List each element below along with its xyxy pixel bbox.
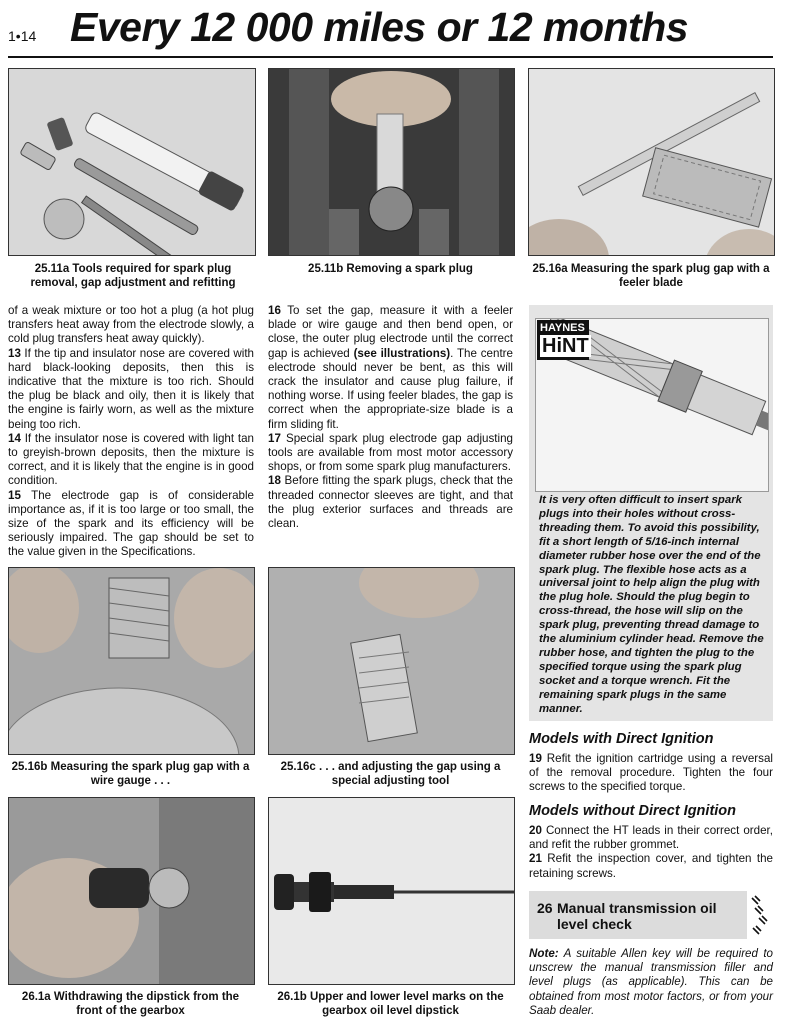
caption-25-16c: 25.16c . . . and adjusting the gap using a special adjusting tool [280, 761, 501, 787]
paragraphs-20-21 [529, 824, 773, 881]
paragraph-15: 15 The electrode gap is of considerable importance as, if it is too large or too small, the size of the spark and its efficiency will be seriously impaired. The gap should be set to the value given in the Specifications. [8, 488, 255, 559]
paragraph-13: 13 If the tip and insulator nose are covered with hard black-looking deposits, then this is indicative that the mixture is too rich. Should the plug be black and oily, then it is likely that the engine is fairly worn, as well as the mixture being too rich. [8, 346, 254, 431]
paragraph-14: 14 If the insulator nose is covered with light tan to greyish-brown deposits, then the mixture is correct, and it is likely that the engine is in good condition. [8, 431, 254, 488]
body-column-2 [268, 304, 513, 531]
body-column-1 [8, 304, 254, 560]
paragraph-18: 18 Before fitting the spark plugs, check that the threaded connector sleeves are tight, and that the plug exterior surfaces and threads are clean. [268, 474, 513, 531]
paragraph-21: 21 Refit the inspection cover, and tighten the retaining screws. [529, 852, 773, 880]
paragraph-16: 16 To set the gap, measure it with a feeler blade or wire gauge and then bend open, or close, the outer plug electrode until the correct gap is achieved (see illustrations). The centre electrode should never be bent, as this will crack the insulator and cause plug failure, if nothing worse. If using feeler blades, the gap is correct when the appropriate-size blade is a firm sliding fit. [268, 304, 513, 431]
caption-25-16b: 25.16b Measuring the spark plug gap with a wire gauge . . . [11, 761, 250, 787]
paragraph-17: 17 Special spark plug electrode gap adjusting tools are available from most motor accessory shops, or from some spark plug manufacturers. [268, 431, 513, 474]
caption-25-11b: 25.11b Removing a spark plug [308, 263, 473, 275]
caption-25-16a: 25.16a Measuring the spark plug gap with a feeler blade [532, 263, 770, 289]
photo-tools [8, 68, 256, 256]
caption-26-1a: 26.1a Withdrawing the dipstick from the front of the gearbox [21, 991, 240, 1017]
section-number: 26 [537, 900, 553, 916]
photo-removing-plug [268, 68, 515, 256]
photo-withdrawing-dipstick [8, 797, 255, 985]
paragraph-20: 20 Connect the HT leads in their correct order, and refit the rubber grommet. [529, 824, 773, 852]
page-title: Every 12 000 miles or 12 months [70, 4, 689, 50]
paragraph-19: 19 Refit the ignition cartridge using a reversal of the removal procedure. Tighten the four screws to the specified torque. [529, 752, 773, 794]
page-number: 1•14 [8, 28, 37, 44]
photo-wire-gauge [8, 567, 255, 755]
photo-adjusting-tool [268, 567, 515, 755]
section-title: Manual transmission oil level check [557, 900, 717, 932]
hint-text: It is very often difficult to insert spark plugs into their holes without cross-threading them. To avoid this possibility, fit a short length of 5/16-inch internal diameter rubber hose over the end of the spark plug. The flexible hose acts as a universal joint to help align the plug with the plug hole. Should the plug begin to cross-thread, the hose will slip on the spark plug, preventing thread damage to the aluminium cylinder head. Remove the rubber hose, and tighten the plug to the specified torque using the spark plug socket and a torque wrench. Fit the remaining spark plugs in the same manner. [539, 494, 764, 715]
heading-direct-ignition: Models with Direct Ignition [529, 731, 714, 747]
paragraph-intro: of a weak mixture or too hot a plug (a hot plug transfers heat away from the electrode slowly, a cold plug transfers heat away quickly). [8, 304, 254, 346]
caption-26-1b: 26.1b Upper and lower level marks on the gearbox oil level dipstick [277, 991, 504, 1017]
photo-dipstick-marks [268, 797, 515, 985]
spanner-icon [749, 894, 771, 936]
haynes-hint-badge [537, 320, 589, 360]
badge-bottom-text: HiNT [542, 335, 589, 357]
photo-feeler-blade [528, 68, 775, 256]
caption-25-11a: 25.11a Tools required for spark plug removal, gap adjustment and refitting [30, 263, 236, 289]
note-paragraph: Note: A suitable Allen key will be required to unscrew the manual transmission filler and level plugs (as applicable). This can be obtained from most motor factors, or from your Saab dealer. [529, 947, 773, 1017]
title-rule [8, 56, 773, 58]
badge-top-text: HAYNES [540, 322, 585, 334]
heading-without-direct-ignition: Models without Direct Ignition [529, 803, 737, 819]
